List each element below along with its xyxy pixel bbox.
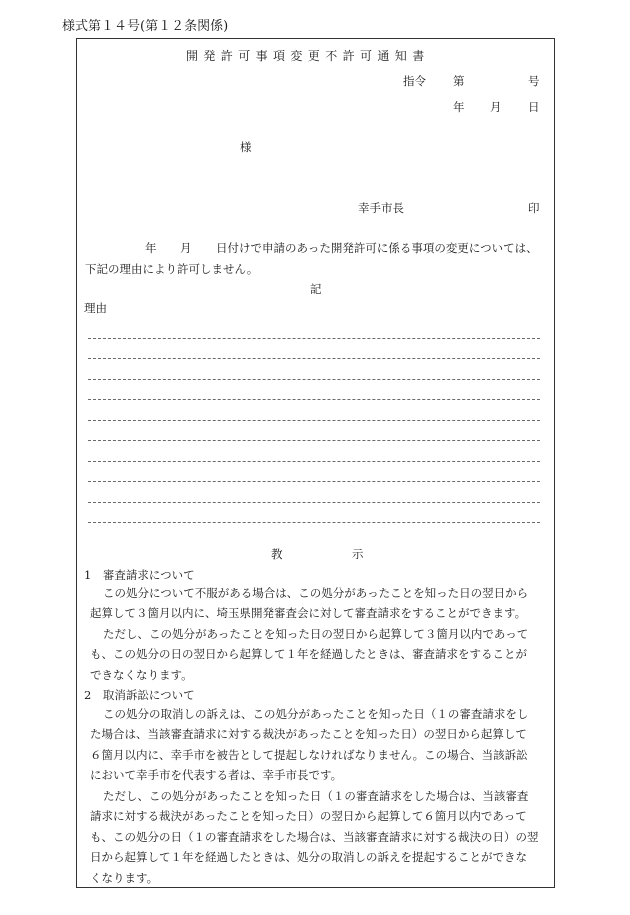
reason-line [88, 358, 540, 359]
section2-line: も、この処分の日（１の審査請求をした場合は、当該審査請求に対する裁決の日）の翌 [90, 830, 539, 844]
ref-go: 号 [528, 74, 540, 88]
section2-heading: 2 取消訴訟について [84, 688, 195, 702]
ref-dai: 第 [453, 74, 465, 88]
reason-line [88, 440, 540, 441]
reason-line [88, 502, 540, 503]
kyouji-char-1: 教 [271, 547, 283, 561]
issuer: 幸手市長 [358, 201, 404, 215]
section2-line: くなります。 [90, 871, 159, 885]
reason-line [88, 522, 540, 523]
reason-line [88, 379, 540, 380]
body-line1: 日付けで申請のあった開発許可に係る事項の変更については、 [216, 241, 538, 255]
section2-line: ６箇月以内に、幸手市を被告として提起しなければなりません。この場合、当該訴訟 [90, 748, 528, 762]
reason-line [88, 338, 540, 339]
date-year: 年 [453, 100, 465, 114]
section2-line: た場合は、当該審査請求に対する裁決があったことを知った日）の翌日から起算して [90, 727, 527, 741]
ref-prefix: 指令 [403, 74, 426, 88]
ki-heading: 記 [310, 282, 322, 296]
kyouji-char-2: 示 [352, 547, 364, 561]
section1-line: できなくなります。 [90, 668, 193, 682]
addressee-sama: 様 [240, 140, 252, 154]
body-month: 月 [180, 241, 192, 255]
date-month: 月 [490, 100, 502, 114]
section2-line: この処分の取消しの訴えは、この処分があったことを知った日（１の審査請求をし [103, 707, 529, 721]
section1-line: 起算して３箇月以内に、埼玉県開発審査会に対して審査請求をすることができます。 [90, 606, 527, 620]
section1-line: ただし、この処分があったことを知った日の翌日から起算して３箇月以内であって [103, 627, 529, 641]
body-line2: 下記の理由により許可しません。 [85, 262, 259, 276]
section1-heading: 1 審査請求について [84, 568, 195, 582]
section1-line: この処分について不服がある場合は、この処分があったことを知った日の翌日から [103, 586, 529, 600]
section1-line: も、この処分の日の翌日から起算して１年を経過したときは、審査請求をすることが [90, 647, 527, 661]
form-number: 様式第１４号(第１２条関係) [62, 19, 229, 34]
body-year: 年 [145, 241, 157, 255]
section2-line: 日から起算して１年を経過したときは、処分の取消しの訴えを提起することができな [90, 850, 527, 864]
date-day: 日 [528, 100, 540, 114]
reason-label: 理由 [84, 301, 107, 315]
reason-line [88, 420, 540, 421]
reason-line [88, 399, 540, 400]
reason-line [88, 461, 540, 462]
section2-line: ただし、この処分があったことを知った日（１の審査請求をした場合は、当該審査 [103, 789, 529, 803]
seal-mark: 印 [528, 201, 540, 215]
section2-line: において幸手市を代表する者は、幸手市長です。 [90, 768, 343, 782]
section2-line: 請求に対する裁決があったことを知った日）の翌日から起算して６箇月以内であって [90, 809, 527, 823]
document-title: 開発許可事項変更不許可通知書 [186, 49, 430, 63]
reason-line [88, 481, 540, 482]
